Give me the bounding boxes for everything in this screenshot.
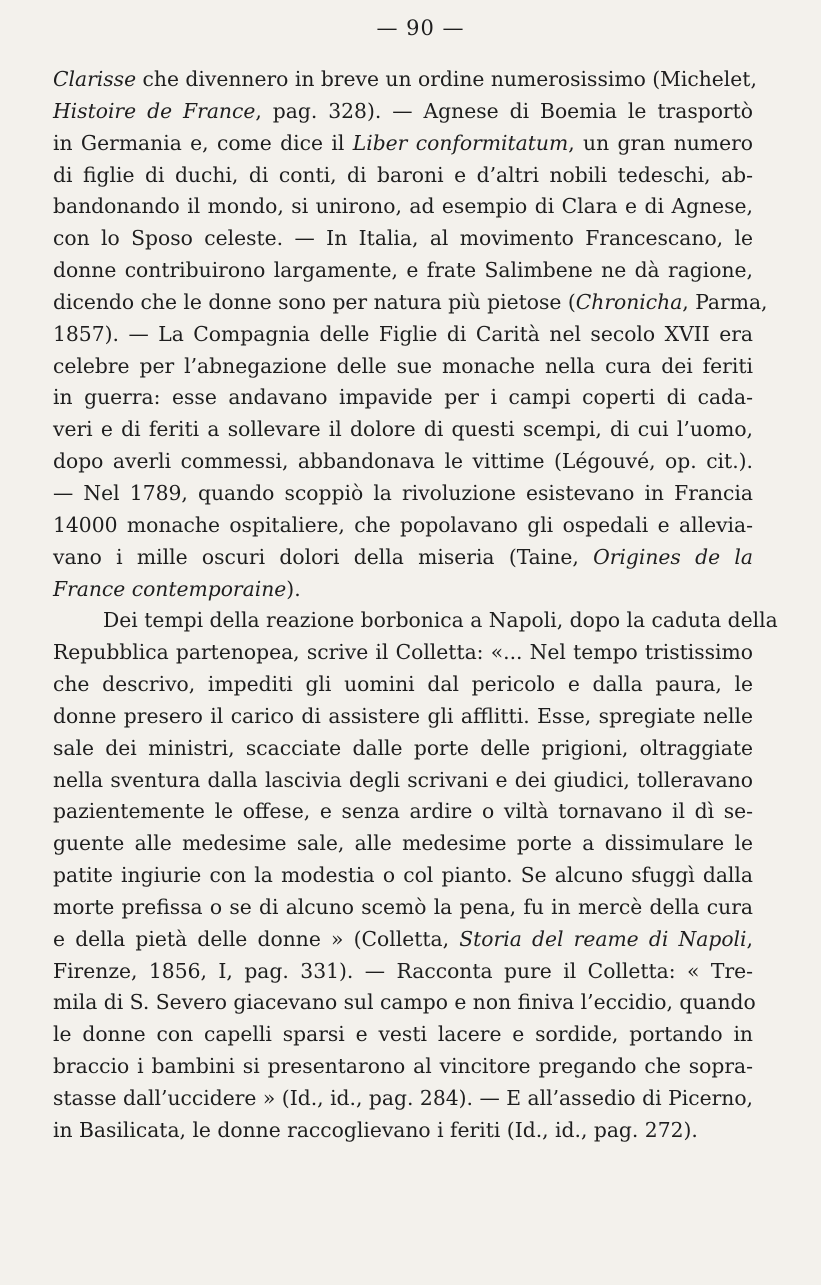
italic-text: Storia del reame di Napoli [459,926,747,951]
text-segment: dicendo che le donne sono per natura più pietose ( [53,289,576,314]
text-segment: , Parma, [682,289,768,314]
text-line [53,64,757,96]
italic-text: Origines de la [593,544,753,569]
text-line [53,382,753,414]
text-segment: che descrivo, impediti gli uomini dal pericolo e dalla paura, le [53,672,753,697]
text-line [53,574,753,606]
italic-text: Chronicha [575,289,683,314]
text-segment: che divennero in breve un ordine numerosissimo (Michelet, [136,67,757,91]
page-number: — 90 — [376,16,465,40]
text-line [53,956,753,988]
text-line [53,287,768,319]
text-segment: morte prefissa o se di alcuno scemò la pena, fu in mercè della cura [53,894,753,919]
text-line [53,478,753,510]
text-line [53,160,753,192]
text-segment: con lo Sposo celeste. — In Italia, al movimento Francescano, le [53,226,753,251]
text-segment: sale dei ministri, scacciate dalle porte delle prigioni, oltraggiate [53,735,753,760]
text-line [53,860,753,892]
text-segment: patite ingiurie con la modestia o col pianto. Se alcuno sfuggì dalla [53,863,753,888]
text-segment: in Basilicata, le donne raccoglievano i feriti (Id., id., pag. 272). [53,1117,698,1142]
text-line [53,542,753,574]
text-segment: , pag. 328). — Agnese di Boemia le trasportò [255,98,753,123]
text-line [53,128,753,160]
text-line [53,1019,753,1051]
text-segment: ). [286,576,301,601]
text-line [53,605,778,637]
text-segment: 1857). — La Compagnia delle Figlie di Carità nel secolo XVII era [53,321,753,346]
text-segment: — Nel 1789, quando scoppiò la rivoluzione esistevano in Francia [53,480,753,505]
text-segment: , [746,926,753,951]
text-segment: pazientemente le offese, e senza ardire o viltà tornavano il dì se- [53,799,753,824]
text-segment: vano i mille oscuri dolori della miseria (Taine, [53,544,594,569]
text-line [53,796,753,828]
text-line [53,1115,753,1147]
text-line [53,446,753,478]
body-text [53,64,778,1147]
text-line [53,1083,753,1115]
text-line [53,1051,753,1083]
text-line [53,701,753,733]
text-segment: 14000 monache ospitaliere, che popolavano gli ospedali e allevia- [53,512,753,537]
text-segment: Repubblica partenopea, scrive il Colletta: «... Nel tempo tristissimo [53,640,753,665]
text-line [53,510,753,542]
text-line [53,319,753,351]
text-segment: veri e di feriti a sollevare il dolore di questi scempi, di cui l’uomo, [53,417,753,442]
text-line [53,892,753,924]
text-segment: nella sventura dalla lascivia degli scrivani e dei giudici, tolleravano [53,767,753,792]
text-segment: e della pietà delle donne » (Colletta, [53,926,460,951]
text-segment: donne presero il carico di assistere gli afflitti. Esse, spregiate nelle [53,703,753,728]
text-segment: Dei tempi della reazione borbonica a Napoli, dopo la caduta della [103,608,778,633]
text-segment: le donne con capelli sparsi e vesti lacere e sordide, portando in [53,1022,753,1047]
text-segment: dopo averli commessi, abbandonava le vittime (Légouvé, op. cit.). [53,449,753,474]
text-line [53,765,753,797]
italic-text: Histoire de France [53,98,256,123]
text-line [53,191,753,223]
text-segment: , un gran numero [568,130,753,155]
text-line [53,987,756,1019]
italic-text: Clarisse [53,67,137,91]
text-line [53,924,753,956]
text-segment: mila di S. Severo giacevano sul campo e non finiva l’eccidio, quando [53,990,756,1015]
text-line [53,96,753,128]
text-segment: in Germania e, come dice il [53,130,353,155]
text-line [53,351,753,383]
text-segment: in guerra: esse andavano impavide per i campi coperti di cada- [53,385,753,410]
italic-text: Liber conformitatum [352,130,569,155]
italic-text: France contemporaine [53,576,287,601]
text-segment: stasse dall’uccidere » (Id., id., pag. 284). — E all’assedio di Picerno, [53,1086,753,1110]
text-line [53,637,753,669]
text-segment: bandonando il mondo, si unirono, ad esempio di Clara e di Agnese, [53,194,753,219]
text-line [53,669,753,701]
text-line [53,828,753,860]
text-segment: di figlie di duchi, di conti, di baroni e d’altri nobili tedeschi, ab- [53,162,753,187]
text-line [53,733,753,765]
text-line [53,414,753,446]
text-segment: donne contribuirono largamente, e frate Salimbene ne dà ragione, [53,258,753,283]
text-segment: Firenze, 1856, I, pag. 331). — Racconta pure il Colletta: « Tre- [53,958,753,983]
text-line [53,255,753,287]
text-line [53,223,753,255]
text-segment: guente alle medesime sale, alle medesime porte a dissimulare le [53,831,753,856]
text-segment: braccio i bambini si presentarono al vincitore pregando che sopra- [53,1054,753,1079]
text-segment: celebre per l’abnegazione delle sue monache nella cura dei feriti [53,353,753,378]
